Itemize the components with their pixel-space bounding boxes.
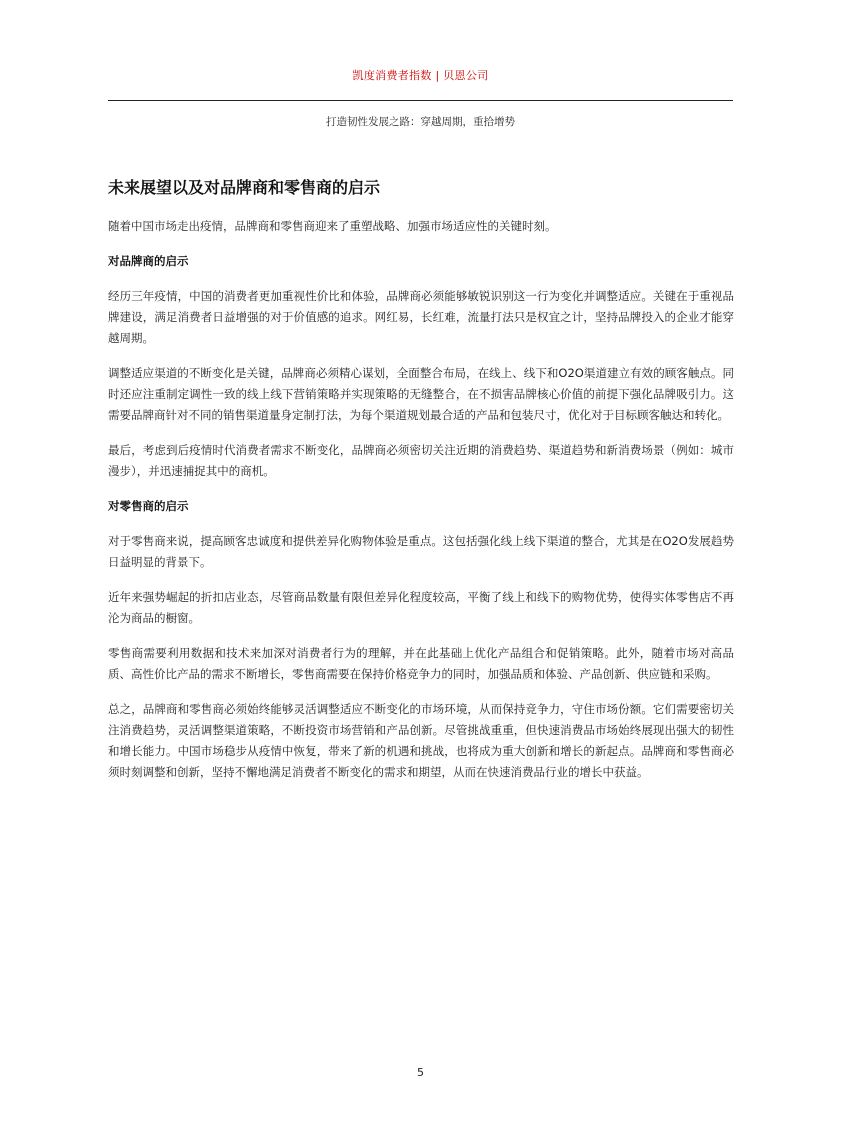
retailers-paragraph-3: 零售商需要利用数据和技术来加深对消费者行为的理解，并在此基础上优化产品组合和促销策略。此外，随着市场对高品质、高性价比产品的需求不断增长，零售商需要在保持价格竞争力的同时，加强品质和体验、产品创新、供应链和采购。 bbox=[108, 646, 734, 681]
page-number: 5 bbox=[417, 1066, 424, 1079]
brands-paragraph-1: 经历三年疫情，中国的消费者更加重视性价比和体验，品牌商必须能够敏锐识别这一行为变化并调整适应。关键在于重视品牌建设，满足消费者日益增强的对于价值感的追求。网红易，长红难，流量打法只是权宜之计，坚持品牌投入的企业才能穿越周期。 bbox=[108, 289, 734, 345]
brands-paragraph-2: 调整适应渠道的不断变化是关键，品牌商必须精心谋划，全面整合布局，在线上、线下和O2O渠道建立有效的顾客触点。同时还应注重制定调性一致的线上线下营销策略并实现策略的无缝整合，在不损害品牌核心价值的前提下强化品牌吸引力。这需要品牌商针对不同的销售渠道量身定制打法，为每个渠道规划最合适的产品和包装尺寸，优化对于目标顾客触达和转化。 bbox=[108, 366, 734, 422]
main-content bbox=[108, 178, 734, 797]
retailers-heading: 对零售商的启示 bbox=[108, 499, 189, 513]
brands-heading: 对品牌商的启示 bbox=[108, 254, 189, 268]
retailers-paragraph-1: 对于零售商来说，提高顾客忠诚度和提供差异化购物体验是重点。这包括强化线上线下渠道的整合，尤其是在O2O发展趋势日益明显的背景下。 bbox=[108, 534, 734, 569]
section-title: 未来展望以及对品牌商和零售商的启示 bbox=[108, 178, 381, 197]
brands-paragraph-3: 最后，考虑到后疫情时代消费者需求不断变化，品牌商必须密切关注近期的消费趋势、渠道趋势和新消费场景（例如：城市漫步），并迅速捕捉其中的商机。 bbox=[108, 443, 734, 478]
retailers-paragraph-2: 近年来强势崛起的折扣店业态，尽管商品数量有限但差异化程度较高，平衡了线上和线下的购物优势，使得实体零售店不再沦为商品的橱窗。 bbox=[108, 590, 734, 625]
header-brand: 凯度消费者指数 | 贝恩公司 bbox=[352, 69, 489, 82]
header-subtitle: 打造韧性发展之路：穿越周期，重拾增势 bbox=[326, 116, 515, 128]
header-divider bbox=[108, 100, 733, 101]
intro-paragraph: 随着中国市场走出疫情，品牌商和零售商迎来了重塑战略、加强市场适应性的关键时刻。 bbox=[108, 219, 557, 233]
conclusion-paragraph: 总之，品牌商和零售商必须始终能够灵活调整适应不断变化的市场环境，从而保持竞争力，守住市场份额。它们需要密切关注消费趋势，灵活调整渠道策略，不断投资市场营销和产品创新。尽管挑战重重，但快速消费品市场始终展现出强大的韧性和增长能力。中国市场稳步从疫情中恢复，带来了新的机遇和挑战，也将成为重大创新和增长的新起点。品牌商和零售商必须时刻调整和创新，坚持不懈地满足消费者不断变化的需求和期望，从而在快速消费品行业的增长中获益。 bbox=[108, 702, 734, 779]
